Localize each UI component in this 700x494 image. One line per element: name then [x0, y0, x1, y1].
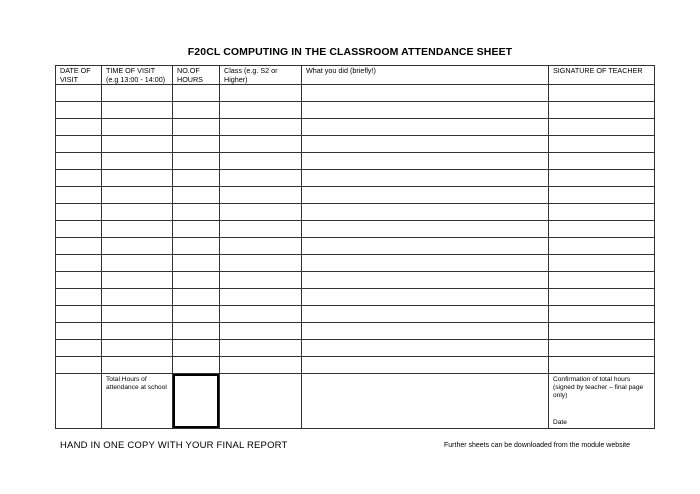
- entry-cell-what[interactable]: [302, 136, 549, 153]
- header-row: [56, 66, 655, 85]
- attendance-row: [56, 204, 655, 221]
- entry-cell-signature[interactable]: [549, 85, 655, 102]
- entry-cell-what[interactable]: [302, 102, 549, 119]
- attendance-row: [56, 221, 655, 238]
- entry-cell-date[interactable]: [56, 187, 102, 204]
- entry-cell-hours[interactable]: [173, 357, 220, 374]
- entry-cell-class[interactable]: [220, 306, 302, 323]
- entry-cell-time[interactable]: [102, 102, 173, 119]
- header-date-of-visit: DATE OF VISIT: [56, 66, 102, 85]
- entry-cell-what[interactable]: [302, 340, 549, 357]
- entry-cell-time[interactable]: [102, 85, 173, 102]
- entry-cell-date[interactable]: [56, 204, 102, 221]
- header-time-of-visit: TIME OF VISIT (e.g 13:00 - 14:00): [102, 66, 173, 85]
- entry-cell-what[interactable]: [302, 357, 549, 374]
- total-row: [56, 374, 655, 429]
- entry-cell-date[interactable]: [56, 238, 102, 255]
- entry-cell-hours[interactable]: [173, 306, 220, 323]
- entry-cell-signature[interactable]: [549, 204, 655, 221]
- entry-cell-what[interactable]: [302, 119, 549, 136]
- entry-cell-signature[interactable]: [549, 238, 655, 255]
- entry-cell-what[interactable]: [302, 323, 549, 340]
- entry-cell-date[interactable]: [56, 153, 102, 170]
- attendance-row: [56, 255, 655, 272]
- entry-cell-what[interactable]: [302, 85, 549, 102]
- entry-cell-time[interactable]: [102, 306, 173, 323]
- entry-cell-time[interactable]: [102, 357, 173, 374]
- entry-cell-class[interactable]: [220, 119, 302, 136]
- entry-cell-class[interactable]: [220, 221, 302, 238]
- attendance-row: [56, 170, 655, 187]
- entry-cell-signature[interactable]: [549, 119, 655, 136]
- entry-cell-signature[interactable]: [549, 170, 655, 187]
- entry-cell-what[interactable]: [302, 272, 549, 289]
- attendance-row: [56, 306, 655, 323]
- entry-cell-class[interactable]: [220, 340, 302, 357]
- entry-cell-signature[interactable]: [549, 153, 655, 170]
- entry-cell-time[interactable]: [102, 221, 173, 238]
- entry-cell-signature[interactable]: [549, 323, 655, 340]
- entry-cell-what[interactable]: [302, 255, 549, 272]
- header-class: Class (e.g. S2 or Higher): [220, 66, 302, 85]
- entry-cell-date[interactable]: [56, 102, 102, 119]
- entry-cell-time[interactable]: [102, 204, 173, 221]
- entry-cell-date[interactable]: [56, 323, 102, 340]
- entry-cell-class[interactable]: [220, 357, 302, 374]
- further-sheets-notice: Further sheets can be downloaded from the module website: [444, 442, 630, 449]
- entry-cell-hours[interactable]: [173, 289, 220, 306]
- entry-cell-time[interactable]: [102, 153, 173, 170]
- attendance-row: [56, 153, 655, 170]
- attendance-row: [56, 187, 655, 204]
- attendance-row: [56, 85, 655, 102]
- entry-cell-class[interactable]: [220, 289, 302, 306]
- total-hours-box[interactable]: [173, 374, 219, 428]
- header-no-of-hours: NO.OF HOURS: [173, 66, 220, 85]
- entry-cell-time[interactable]: [102, 170, 173, 187]
- entry-cell-time[interactable]: [102, 238, 173, 255]
- entry-cell-signature[interactable]: [549, 102, 655, 119]
- entry-cell-date[interactable]: [56, 255, 102, 272]
- confirmation-cell[interactable]: [549, 374, 655, 429]
- hand-in-notice: HAND IN ONE COPY WITH YOUR FINAL REPORT: [60, 440, 288, 451]
- entry-cell-date[interactable]: [56, 340, 102, 357]
- attendance-row: [56, 323, 655, 340]
- entry-cell-date[interactable]: [56, 170, 102, 187]
- total-hours-label: Total Hours of attendance at school: [106, 376, 167, 391]
- entry-cell-class[interactable]: [220, 204, 302, 221]
- entry-cell-time[interactable]: [102, 119, 173, 136]
- date-label: Date: [553, 418, 567, 426]
- header-what-you-did: What you did (briefly!): [302, 66, 549, 85]
- entry-cell-time[interactable]: [102, 289, 173, 306]
- entry-cell-hours[interactable]: [173, 102, 220, 119]
- entry-cell-hours[interactable]: [173, 85, 220, 102]
- header-signature-of-teacher: SIGNATURE OF TEACHER: [549, 66, 655, 85]
- entry-cell-time[interactable]: [102, 255, 173, 272]
- entry-cell-time[interactable]: [102, 136, 173, 153]
- entry-cell-date[interactable]: [56, 85, 102, 102]
- entry-cell-what[interactable]: [302, 170, 549, 187]
- entry-cell-class[interactable]: [220, 85, 302, 102]
- entry-cell-hours[interactable]: [173, 340, 220, 357]
- entry-cell-signature[interactable]: [549, 255, 655, 272]
- entry-cell-class[interactable]: [220, 323, 302, 340]
- entry-cell-hours[interactable]: [173, 204, 220, 221]
- entry-cell-what[interactable]: [302, 306, 549, 323]
- entry-cell-time[interactable]: [102, 340, 173, 357]
- entry-cell-what[interactable]: [302, 289, 549, 306]
- entry-cell-class[interactable]: [220, 272, 302, 289]
- entry-cell-what[interactable]: [302, 187, 549, 204]
- entry-cell-hours[interactable]: [173, 238, 220, 255]
- entry-cell-date[interactable]: [56, 221, 102, 238]
- entry-cell-class[interactable]: [220, 102, 302, 119]
- entry-cell-signature[interactable]: [549, 340, 655, 357]
- entry-cell-hours[interactable]: [173, 187, 220, 204]
- total-row-what-cell[interactable]: [302, 374, 549, 429]
- entry-cell-hours[interactable]: [173, 272, 220, 289]
- entry-cell-hours[interactable]: [173, 221, 220, 238]
- entry-cell-time[interactable]: [102, 187, 173, 204]
- total-hours-box-cell: [173, 374, 220, 429]
- attendance-row: [56, 119, 655, 136]
- entry-cell-what[interactable]: [302, 153, 549, 170]
- entry-cell-hours[interactable]: [173, 170, 220, 187]
- entry-cell-class[interactable]: [220, 255, 302, 272]
- entry-cell-signature[interactable]: [549, 221, 655, 238]
- entry-cell-hours[interactable]: [173, 136, 220, 153]
- attendance-row: [56, 289, 655, 306]
- entry-cell-signature[interactable]: [549, 357, 655, 374]
- attendance-row: [56, 136, 655, 153]
- entry-cell-date[interactable]: [56, 119, 102, 136]
- total-hours-label-cell: [102, 374, 173, 429]
- entry-cell-class[interactable]: [220, 153, 302, 170]
- attendance-row: [56, 357, 655, 374]
- entry-cell-date[interactable]: [56, 289, 102, 306]
- entry-cell-class[interactable]: [220, 238, 302, 255]
- entry-cell-signature[interactable]: [549, 272, 655, 289]
- entry-cell-what[interactable]: [302, 204, 549, 221]
- entry-cell-time[interactable]: [102, 323, 173, 340]
- confirmation-text: Confirmation of total hours (signed by teacher – final page only): [553, 376, 644, 399]
- entry-cell-what[interactable]: [302, 238, 549, 255]
- entry-cell-class[interactable]: [220, 170, 302, 187]
- entry-cell-date[interactable]: [56, 306, 102, 323]
- total-row-date-cell[interactable]: [56, 374, 102, 429]
- total-row-class-cell[interactable]: [220, 374, 302, 429]
- entry-cell-date[interactable]: [56, 136, 102, 153]
- entry-cell-signature[interactable]: [549, 136, 655, 153]
- entry-cell-signature[interactable]: [549, 306, 655, 323]
- entry-cell-hours[interactable]: [173, 255, 220, 272]
- entry-cell-signature[interactable]: [549, 187, 655, 204]
- entry-cell-class[interactable]: [220, 187, 302, 204]
- entry-cell-hours[interactable]: [173, 153, 220, 170]
- attendance-row: [56, 238, 655, 255]
- attendance-table: [55, 65, 655, 429]
- entry-cell-hours[interactable]: [173, 119, 220, 136]
- entry-cell-date[interactable]: [56, 357, 102, 374]
- entry-cell-date[interactable]: [56, 272, 102, 289]
- entry-cell-what[interactable]: [302, 221, 549, 238]
- entry-cell-hours[interactable]: [173, 323, 220, 340]
- attendance-row: [56, 272, 655, 289]
- entry-cell-time[interactable]: [102, 272, 173, 289]
- attendance-row: [56, 102, 655, 119]
- attendance-row: [56, 340, 655, 357]
- sheet-title: F20CL COMPUTING IN THE CLASSROOM ATTENDANCE SHEET: [187, 46, 513, 58]
- entry-cell-signature[interactable]: [549, 289, 655, 306]
- entry-cell-class[interactable]: [220, 136, 302, 153]
